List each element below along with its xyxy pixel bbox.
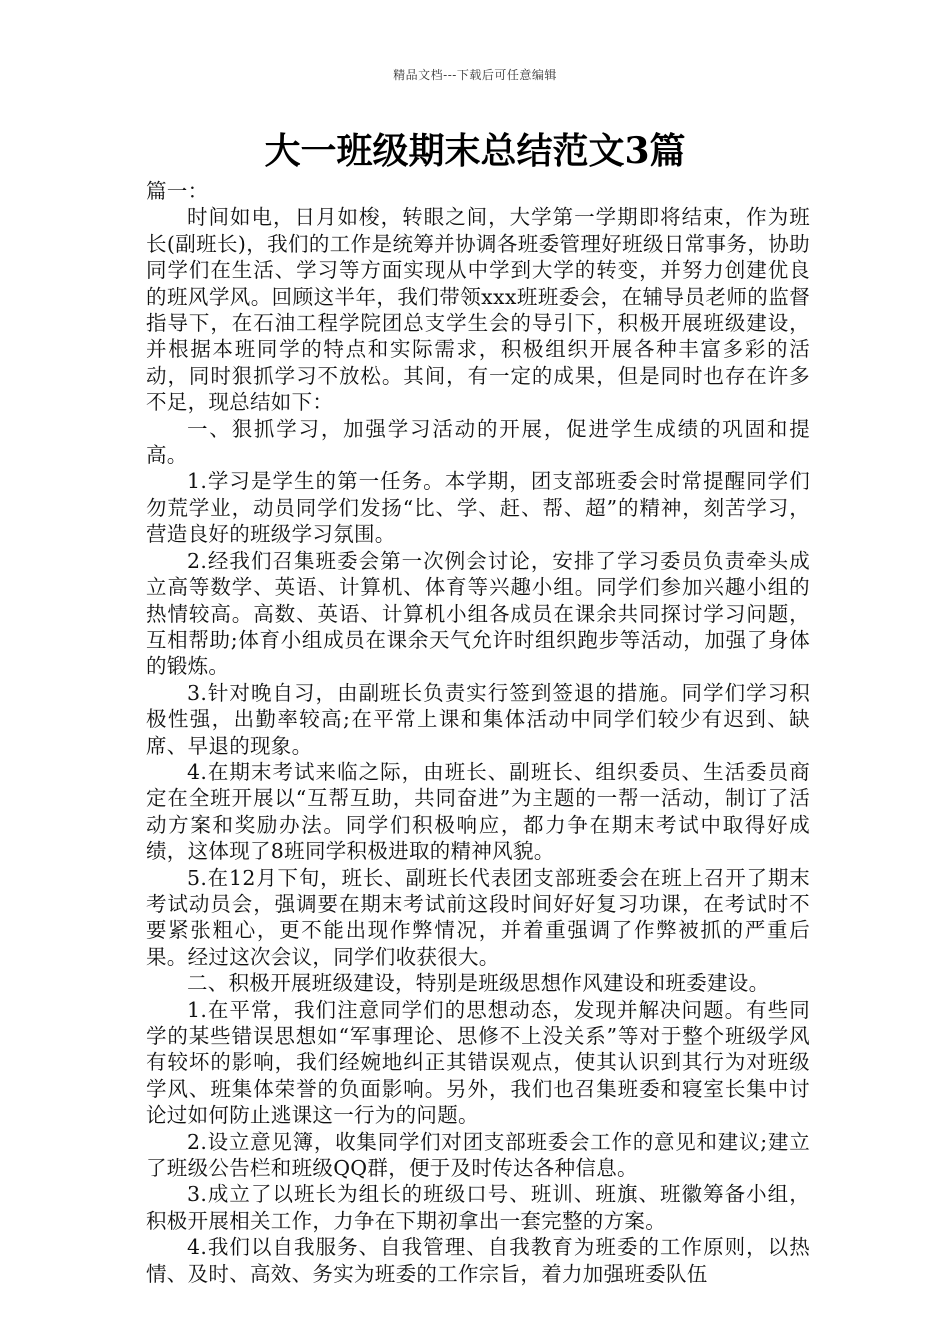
document-title: 大一班级期末总结范文3篇 <box>264 130 686 172</box>
section-label: 篇一： <box>146 179 209 203</box>
paragraph: 1.学习是学生的第一任务。本学期，团支部班委会时常提醒同学们勿荒学业，动员同学们发扬“比、学、赶、帮、超”的精神，刻苦学习，营造良好的班级学习氛围。 <box>146 469 810 547</box>
paragraph: 5.在12月下旬，班长、副班长代表团支部班委会在班上召开了期末考试动员会，强调要在期末考试前这段时间好好复习功课，在考试时不要紧张粗心，更不能出现作弊情况，并着重强调了作弊被抓的严重后果。经过这次会议，同学们收获很大。 <box>146 865 810 969</box>
section-heading: 二、积极开展班级建设，特别是班级思想作风建设和班委建设。 <box>187 971 770 996</box>
paragraph: 1.在平常，我们注意同学们的思想动态，发现并解决问题。有些同学的某些错误思想如“军事理论、思修不上没关系”等对于整个班级学风有较坏的影响，我们经婉地纠正其错误观点，使其认识到其行为对班级学风、班集体荣誉的负面影响。另外，我们也召集班委和寝室长集中讨论过如何防止逃课这一行为的问题。 <box>146 997 810 1128</box>
paragraph: 4.在期末考试来临之际，由班长、副班长、组织委员、生活委员商定在全班开展以“互帮互助，共同奋进”为主题的一帮一活动，制订了活动方案和奖励办法。同学们积极响应，都力争在期末考试中取得好成绩，这体现了8班同学积极进取的精神风貌。 <box>146 759 810 864</box>
paragraph: 4.我们以自我服务、自我管理、自我教育为班委的工作原则，以热情、及时、高效、务实为班委的工作宗旨，着力加强班委队伍 <box>146 1235 810 1286</box>
paragraph: 时间如电，日月如梭，转眼之间，大学第一学期即将结束，作为班长(副班长)，我们的工作是统筹并协调各班委管理好班级日常事务，协助同学们在生活、学习等方面实现从中学到大学的转变，并努力创建优良的班风学风。回顾这半年，我们带领xxx班班委会，在辅导员老师的监督指导下，在石油工程学院团总支学生会的导引下，积极开展班级建设，并根据本班同学的特点和实际需求，积极组织开展各种丰富多彩的活动，同时狠抓学习不放松。其间，有一定的成果，但是同时也存在许多不足，现总结如下： <box>146 205 810 415</box>
paragraph: 2.经我们召集班委会第一次例会讨论，安排了学习委员负责牵头成立高等数学、英语、计算机、体育等兴趣小组。同学们参加兴趣小组的热情较高。高数、英语、计算机小组各成员在课余共同探讨学习问题，互相帮助;体育小组成员在课余天气允许时组织跑步等活动，加强了身体的锻炼。 <box>146 548 810 679</box>
paragraph: 2.设立意见簿，收集同学们对团支部班委会工作的意见和建议;建立了班级公告栏和班级QQ群，便于及时传达各种信息。 <box>146 1129 810 1181</box>
paragraph: 3.针对晚自习，由副班长负责实行签到签退的措施。同学们学习积极性强，出勤率较高;在平常上课和集体活动中同学们较少有迟到、缺席、早退的现象。 <box>146 680 810 758</box>
paragraph: 3.成立了以班长为组长的班级口号、班训、班旗、班徽筹备小组，积极开展相关工作，力争在下期初拿出一套完整的方案。 <box>146 1182 810 1233</box>
document-body <box>146 178 810 1287</box>
header-note: 精品文档---下载后可任意编辑 <box>393 68 557 82</box>
section-heading: 一、狠抓学习，加强学习活动的开展，促进学生成绩的巩固和提高。 <box>146 416 810 468</box>
